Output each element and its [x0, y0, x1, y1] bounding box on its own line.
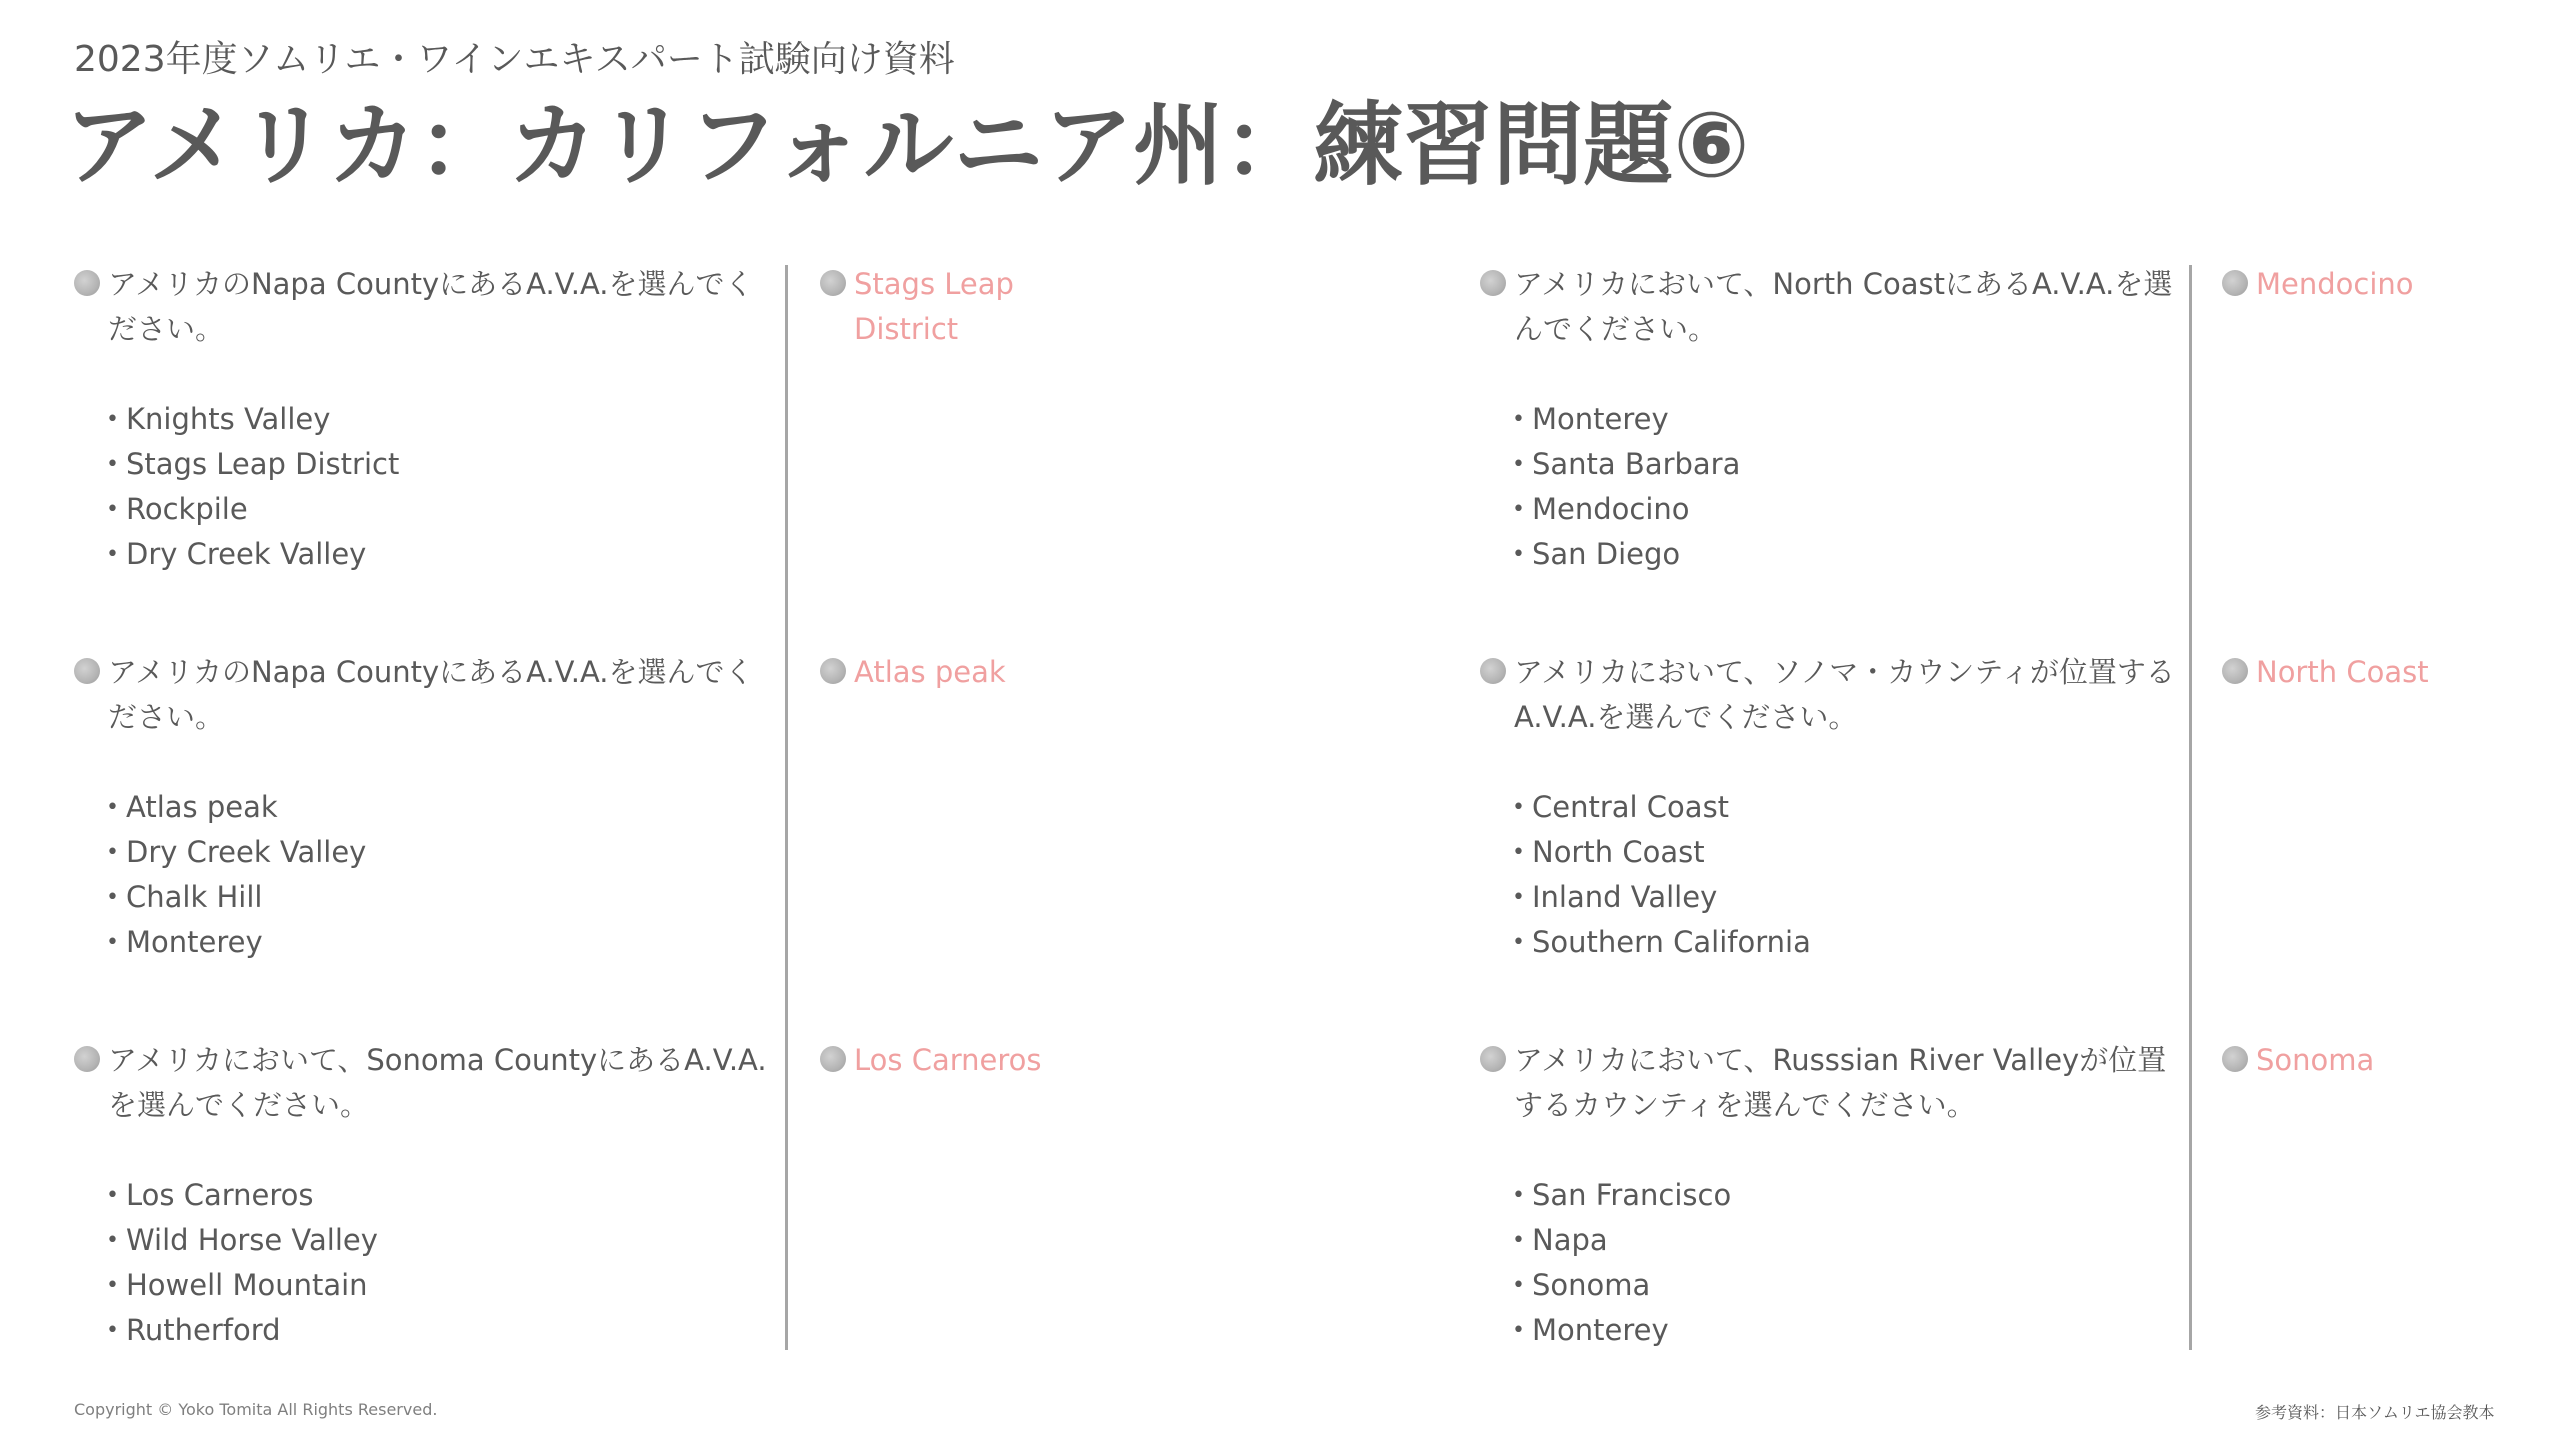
option-text: Santa Barbara — [1532, 447, 1741, 481]
option-item — [1512, 875, 2180, 920]
option-item — [1512, 487, 2180, 532]
bullet-icon: • — [106, 1273, 119, 1298]
option-item — [1512, 1308, 2180, 1353]
question-dot-icon — [74, 270, 100, 296]
bullet-icon: • — [106, 1183, 119, 1208]
question-text: アメリカのNapa CountyにあるA.V.A.を選んでください。 — [108, 267, 754, 346]
column-divider-left — [785, 265, 788, 1350]
option-text: Monterey — [1532, 1313, 1669, 1347]
answer-dot-icon — [820, 270, 846, 296]
option-item — [1512, 1263, 2180, 1308]
question-text: アメリカにおいて、Sonoma CountyにあるA.V.A.を選んでください。 — [108, 1043, 767, 1122]
answer-text: Atlas peak — [854, 655, 1006, 689]
page-subtitle: 2023年度ソムリエ・ワインエキスパート試験向け資料 — [74, 39, 955, 80]
question-text: アメリカにおいて、ソノマ・カウンティが位置するA.V.A.を選んでください。 — [1514, 655, 2175, 734]
bullet-icon: • — [1512, 930, 1525, 955]
answer-text: Stags Leap District — [854, 267, 1014, 346]
bullet-icon: • — [1512, 1228, 1525, 1253]
bullet-icon: • — [1512, 407, 1525, 432]
option-text: Napa — [1532, 1223, 1608, 1257]
bullet-icon: • — [106, 1318, 119, 1343]
option-text: Atlas peak — [126, 790, 278, 824]
option-list — [1480, 397, 2180, 577]
answer-dot-icon — [820, 1046, 846, 1072]
question-dot-icon — [1480, 658, 1506, 684]
answer-text: North Coast — [2256, 655, 2429, 689]
page-title: アメリカ：カリフォルニア州：練習問題⑥ — [64, 93, 1750, 198]
copyright-notice: Copyright © Yoko Tomita All Rights Reserved. — [74, 1400, 438, 1419]
option-item — [106, 1263, 774, 1308]
bullet-icon: • — [106, 1228, 119, 1253]
bullet-icon: • — [106, 930, 119, 955]
bullet-icon: • — [1512, 497, 1525, 522]
option-item — [106, 875, 774, 920]
option-text: Monterey — [126, 925, 263, 959]
answer-dot-icon — [2222, 658, 2248, 684]
question-header — [1480, 1038, 2180, 1128]
answer-block — [2222, 262, 2556, 307]
question-block — [1480, 1038, 2180, 1353]
question-header — [74, 1038, 774, 1128]
answer-text: Sonoma — [2256, 1043, 2375, 1077]
option-item — [1512, 830, 2180, 875]
option-item — [1512, 1218, 2180, 1263]
option-item — [106, 1218, 774, 1263]
option-item — [106, 442, 774, 487]
bullet-icon: • — [1512, 1183, 1525, 1208]
option-text: Los Carneros — [126, 1178, 314, 1212]
reference-note: 参考資料：日本ソムリエ協会教本 — [2255, 1403, 2495, 1422]
option-text: Inland Valley — [1532, 880, 1718, 914]
option-text: Sonoma — [1532, 1268, 1651, 1302]
option-item — [106, 487, 774, 532]
option-text: Stags Leap District — [126, 447, 400, 481]
bullet-icon: • — [106, 497, 119, 522]
option-text: Chalk Hill — [126, 880, 263, 914]
bullet-icon: • — [1512, 452, 1525, 477]
answer-block — [2222, 1038, 2556, 1083]
bullet-icon: • — [1512, 840, 1525, 865]
option-item — [106, 1308, 774, 1353]
question-block — [74, 1038, 774, 1353]
question-text: アメリカにおいて、Russsian River Valleyが位置するカウンティを選んでください。 — [1514, 1043, 2167, 1122]
option-text: Central Coast — [1532, 790, 1730, 824]
bullet-icon: • — [106, 542, 119, 567]
question-block — [1480, 650, 2180, 965]
option-text: San Diego — [1532, 537, 1681, 571]
option-text: Rutherford — [126, 1313, 281, 1347]
option-text: Dry Creek Valley — [126, 537, 367, 571]
answer-block — [2222, 650, 2556, 695]
option-item — [1512, 442, 2180, 487]
bullet-icon: • — [1512, 1273, 1525, 1298]
question-header — [1480, 650, 2180, 740]
bullet-icon: • — [106, 407, 119, 432]
option-text: Monterey — [1532, 402, 1669, 436]
option-text: Wild Horse Valley — [126, 1223, 378, 1257]
option-item — [1512, 532, 2180, 577]
question-header — [74, 262, 774, 352]
question-header — [1480, 262, 2180, 352]
bullet-icon: • — [1512, 885, 1525, 910]
bullet-icon: • — [106, 452, 119, 477]
option-list — [1480, 1173, 2180, 1353]
question-dot-icon — [74, 658, 100, 684]
question-dot-icon — [1480, 1046, 1506, 1072]
question-text: アメリカのNapa CountyにあるA.V.A.を選んでください。 — [108, 655, 754, 734]
column-divider-right — [2189, 265, 2192, 1350]
answer-dot-icon — [2222, 1046, 2248, 1072]
option-text: Knights Valley — [126, 402, 331, 436]
option-list — [74, 1173, 774, 1353]
answer-block — [820, 1038, 1254, 1083]
answer-dot-icon — [820, 658, 846, 684]
option-list — [74, 785, 774, 965]
answer-dot-icon — [2222, 270, 2248, 296]
question-text: アメリカにおいて、North CoastにあるA.V.A.を選んでください。 — [1514, 267, 2173, 346]
option-item — [1512, 397, 2180, 442]
option-item — [1512, 785, 2180, 830]
option-item — [1512, 1173, 2180, 1218]
bullet-icon: • — [106, 795, 119, 820]
bullet-icon: • — [106, 885, 119, 910]
option-text: Howell Mountain — [126, 1268, 368, 1302]
option-item — [106, 830, 774, 875]
option-item — [106, 785, 774, 830]
answer-block — [820, 262, 1044, 352]
question-dot-icon — [1480, 270, 1506, 296]
option-item — [106, 920, 774, 965]
option-list — [74, 397, 774, 577]
question-block — [74, 650, 774, 965]
option-text: Rockpile — [126, 492, 248, 526]
answer-text: Mendocino — [2256, 267, 2414, 301]
option-text: North Coast — [1532, 835, 1705, 869]
option-item — [106, 397, 774, 442]
option-item — [106, 1173, 774, 1218]
option-text: Dry Creek Valley — [126, 835, 367, 869]
question-header — [74, 650, 774, 740]
option-text: Mendocino — [1532, 492, 1690, 526]
bullet-icon: • — [1512, 542, 1525, 567]
option-text: Southern California — [1532, 925, 1811, 959]
bullet-icon: • — [1512, 795, 1525, 820]
option-item — [106, 532, 774, 577]
answer-block — [820, 650, 1254, 695]
bullet-icon: • — [106, 840, 119, 865]
question-block — [1480, 262, 2180, 577]
question-dot-icon — [74, 1046, 100, 1072]
option-list — [1480, 785, 2180, 965]
question-block — [74, 262, 774, 577]
bullet-icon: • — [1512, 1318, 1525, 1343]
answer-text: Los Carneros — [854, 1043, 1042, 1077]
option-item — [1512, 920, 2180, 965]
option-text: San Francisco — [1532, 1178, 1732, 1212]
